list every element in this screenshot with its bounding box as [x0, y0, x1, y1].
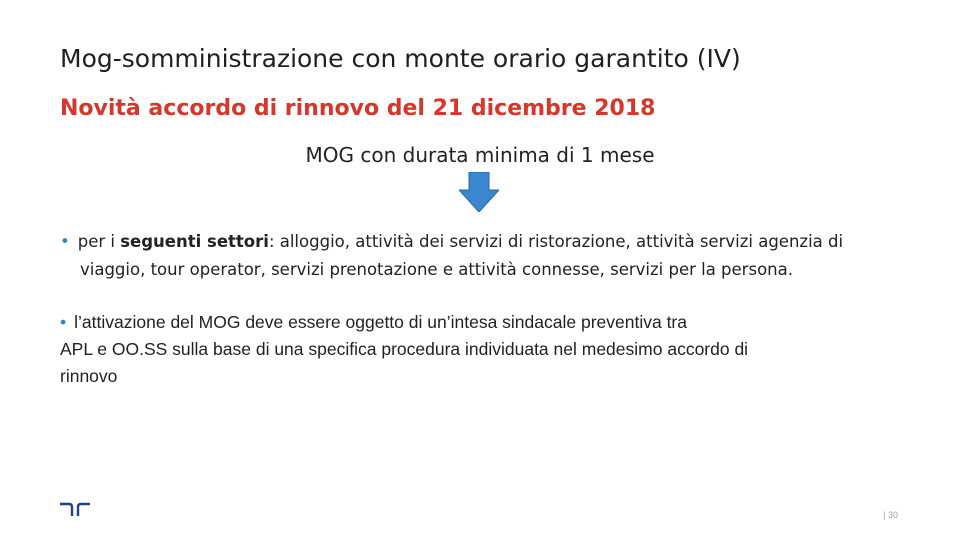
center-text: MOG con durata minima di 1 mese [305, 143, 655, 167]
bullet-dot-icon: • [60, 232, 70, 251]
bullet-bold: seguenti settori [120, 232, 269, 251]
company-logo-icon [60, 502, 90, 516]
bullet-sectors [60, 228, 910, 284]
slide-subtitle: Novità accordo di rinnovo del 21 dicembre 2018 [60, 96, 656, 121]
bullet-text: l’attivazione del MOG deve essere oggetto di un’intesa sindacale preventiva tra [74, 312, 687, 332]
bullet-line: APL e OO.SS sulla base di una specifica procedura individuata nel medesimo accordo di [60, 339, 749, 359]
bullet-line [60, 228, 910, 256]
bullet-text: : alloggio, attività dei servizi di ristorazione, attività servizi agenzia di [268, 232, 844, 251]
bullet-line [60, 309, 880, 336]
slide-title: Mog-somministrazione con monte orario garantito (IV) [60, 44, 741, 73]
bullet-line: viaggio, tour operator, servizi prenotazione e attività connesse, servizi per la persona. [80, 260, 793, 279]
bullet-activation [60, 309, 880, 390]
page-number: | 30 [883, 510, 898, 520]
bullet-line: rinnovo [60, 366, 118, 386]
bullet-prefix: per i [77, 232, 121, 251]
bullet-dot-icon: • [60, 312, 67, 332]
down-arrow-icon [459, 172, 499, 212]
